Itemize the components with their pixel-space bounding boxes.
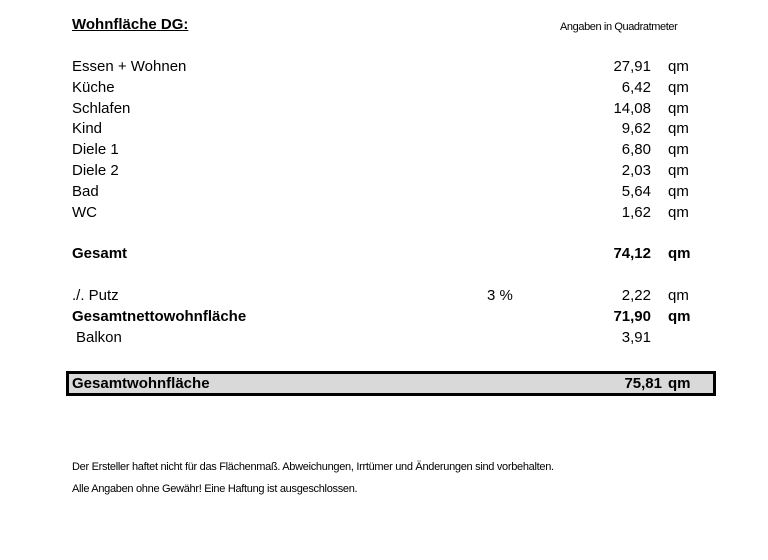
room-value: 27,91 [613,58,651,75]
netto-label: Gesamtnettowohnfläche [72,308,247,325]
room-row [0,120,768,140]
room-label: Diele 2 [72,162,119,179]
total-label: Gesamtwohnfläche [72,375,210,392]
room-value: 6,42 [621,78,651,96]
netto-unit: qm [668,308,691,325]
gesamt-unit: qm [668,245,691,262]
disclaimer-line-1: Der Ersteller haftet nicht für das Flächenmaß. Abweichungen, Irrtümer und Änderungen sind vorbehalten. [72,461,554,473]
putz-row [0,287,768,307]
netto-value: 71,90 [613,308,651,325]
room-row [0,100,768,120]
total-box [66,371,716,396]
page-title: Wohnfläche DG: [72,16,189,33]
gesamt-row [0,245,768,265]
room-row [0,162,768,182]
room-value: 14,08 [613,99,651,117]
room-row [0,141,768,161]
room-unit: qm [668,203,689,221]
gesamt-value: 74,12 [613,245,651,262]
putz-unit: qm [668,287,689,304]
putz-label: ./. Putz [72,287,119,304]
room-value: 9,62 [621,120,651,138]
room-label: Essen + Wohnen [72,58,187,75]
room-label: Kind [72,120,103,138]
room-value: 6,80 [621,141,651,159]
room-unit: qm [668,78,689,96]
room-unit: qm [668,141,689,159]
netto-row [0,308,768,328]
room-label: Diele 1 [72,141,119,159]
room-row [0,58,768,78]
room-unit: qm [668,120,689,138]
gesamt-label: Gesamt [72,245,128,262]
room-value: 2,03 [621,162,651,179]
room-row [0,183,768,203]
room-label: WC [72,203,97,221]
room-value: 5,64 [621,182,651,200]
putz-percent: 3 % [487,287,513,304]
room-label: Bad [72,182,99,200]
room-unit: qm [668,99,689,117]
room-row [0,204,768,224]
room-row [0,79,768,99]
room-label: Küche [72,78,115,96]
putz-value: 2,22 [621,287,651,304]
balkon-label: Balkon [76,329,122,346]
balkon-value: 3,91 [621,329,651,346]
balkon-row [0,329,768,349]
room-unit: qm [668,162,689,179]
room-unit: qm [668,182,689,200]
total-value: 75,81 [624,375,662,392]
room-unit: qm [668,58,689,75]
room-value: 1,62 [621,203,651,221]
room-label: Schlafen [72,99,131,117]
units-note: Angaben in Quadratmeter [560,21,678,33]
disclaimer-line-2: Alle Angaben ohne Gewähr! Eine Haftung ist ausgeschlossen. [72,483,358,495]
total-unit: qm [668,375,691,392]
